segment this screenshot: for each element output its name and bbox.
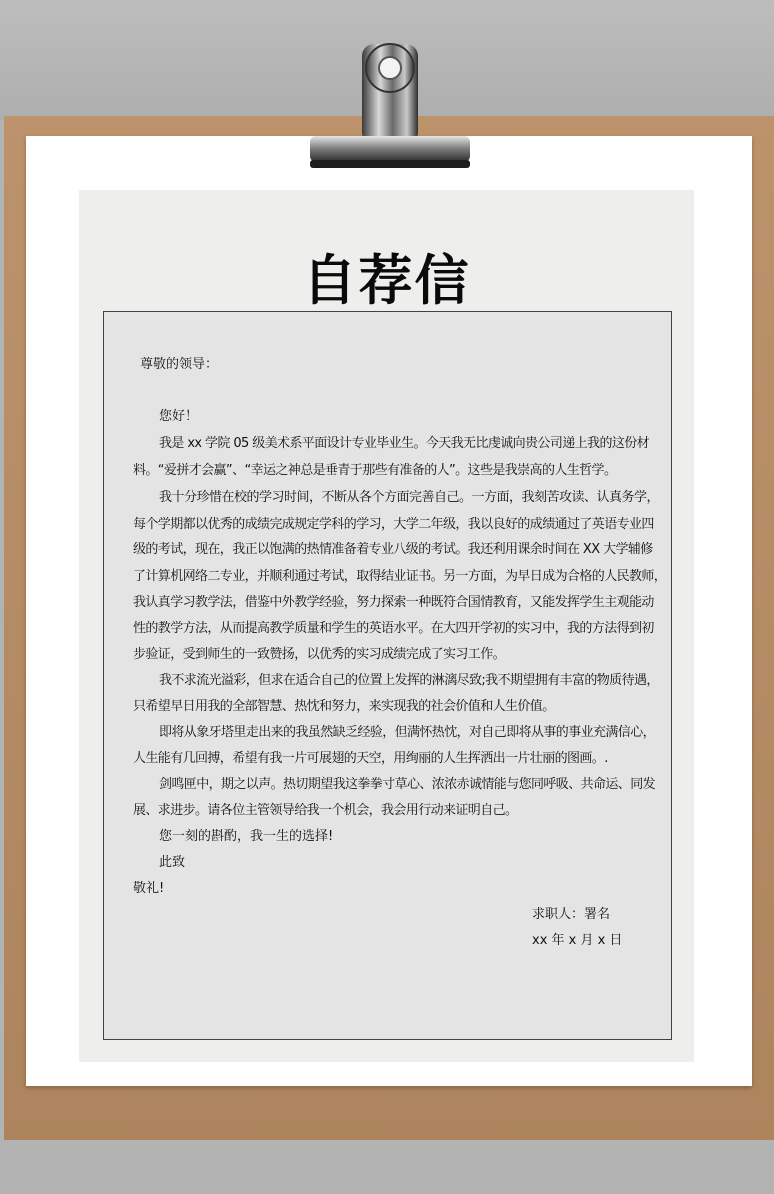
letter-line: 即将从象牙塔里走出来的我虽然缺乏经验，但满怀热忱，对自己即将从事的事业充满信心， bbox=[159, 725, 656, 740]
page-title: 自荐信 bbox=[302, 249, 471, 312]
letter-line: 您好！ bbox=[159, 409, 199, 424]
signature-date: xx 年 x 月 x 日 bbox=[532, 933, 623, 948]
letter-line: 每个学期都以优秀的成绩完成规定学科的学习，大学二年级，我以良好的成绩通过了英语专业四 bbox=[133, 517, 654, 532]
signature-applicant: 求职人：署名 bbox=[532, 907, 611, 922]
letter-line: 我不求流光溢彩，但求在适合自己的位置上发挥的淋漓尽致;我不期望拥有丰富的物质待遇， bbox=[159, 673, 659, 688]
letter-line: 料。“爱拼才会赢”、“幸运之神总是垂青于那些有准备的人”。这些是我崇高的人生哲学。 bbox=[133, 463, 617, 478]
letter-line: 步验证，受到师生的一致赞扬，以优秀的实习成绩完成了实习工作。 bbox=[133, 647, 506, 662]
closing-line: 此致 bbox=[159, 855, 186, 870]
binder-clip-icon bbox=[300, 26, 480, 176]
greeting: 尊敬的领导： bbox=[140, 357, 219, 372]
letter-line: 我十分珍惜在校的学习时间，不断从各个方面完善自己。一方面，我刻苦攻读、认真务学， bbox=[159, 490, 660, 505]
letter-line: 展、求进步。请各位主管领导给我一个机会，我会用行动来证明自己。 bbox=[133, 803, 518, 818]
salutation-line: 敬礼! bbox=[133, 881, 165, 896]
letter-line: 级的考试，现在，我正以饱满的热情准备着专业八级的考试。我还利用课余时间在 XX 大学辅修 bbox=[133, 542, 653, 557]
letter-line: 我是 xx 学院 05 级美术系平面设计专业毕业生。今天我无比虔诚向贵公司递上我的这份材 bbox=[159, 436, 650, 451]
letter-line: 剑鸣匣中，期之以声。热切期望我这拳拳寸草心、浓浓赤诚情能与您同呼吸、共命运、同发 bbox=[159, 777, 656, 792]
letter-line: 您一刻的斟酌，我一生的选择! bbox=[159, 829, 334, 844]
letter-line: 我认真学习教学法，借鉴中外教学经验，努力探索一种既符合国情教育，又能发挥学生主观能动 bbox=[133, 595, 654, 610]
letter-line: 只希望早日用我的全部智慧、热忱和努力，来实现我的社会价值和人生价值。 bbox=[133, 699, 555, 714]
letter-line: 了计算机网络二专业，并顺利通过考试，取得结业证书。另一方面，为早日成为合格的人民教师， bbox=[133, 569, 667, 584]
letter-line: 性的教学方法，从而提高教学质量和学生的英语水平。在大四开学初的实习中，我的方法得到初 bbox=[133, 621, 654, 636]
letter-line: 人生能有几回搏，希望有我一片可展翅的天空，用绚丽的人生挥洒出一片壮丽的图画。. bbox=[133, 751, 608, 766]
